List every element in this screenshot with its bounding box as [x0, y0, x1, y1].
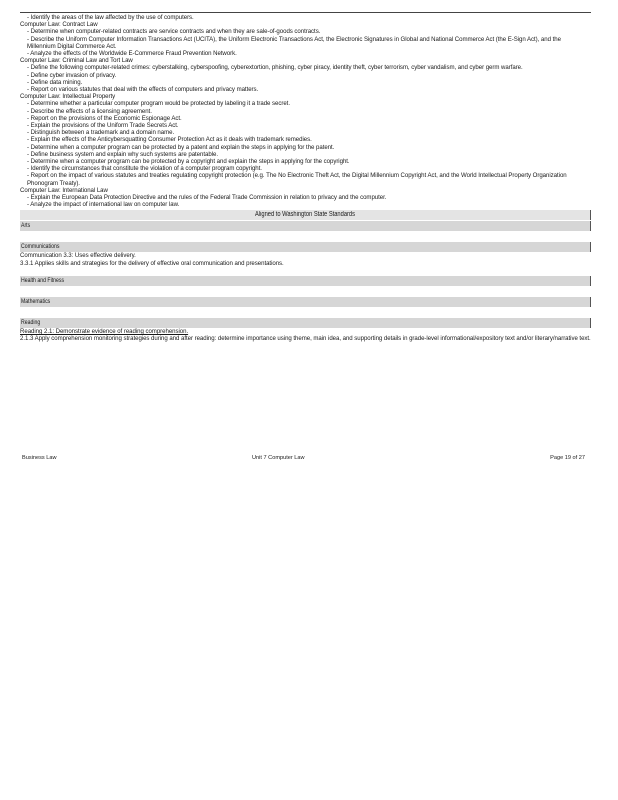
objective-item: - Define business system and explain why such systems are patentable.	[27, 150, 218, 158]
objective-item: - Define cyber invasion of privacy.	[27, 71, 117, 79]
standards-header-bar	[20, 210, 591, 220]
section-health	[20, 276, 591, 286]
section-arts	[20, 221, 591, 231]
objective-item: - Distinguish between a trademark and a domain name.	[27, 129, 175, 137]
spacer	[20, 231, 591, 241]
objectives-list	[20, 14, 591, 208]
objective-item: - Describe the effects of a licensing agreement.	[27, 107, 152, 115]
objective-item: - Report on various statutes that deal with the effects of computers and privacy matters.	[27, 86, 259, 94]
objective-item: - Describe the Uniform Computer Information Transactions Act (UCITA), the Uniform Electronic Transactions Act, the Electronic Signatures in Global and National Commerce Act (the E-Sign Act), and the Millennium Digital Commerce Act.	[27, 35, 561, 50]
objective-item: - Analyze the effects of the Worldwide E-Commerce Fraud Prevention Network.	[27, 50, 237, 58]
objective-item: - Explain the provisions of the Uniform Trade Secrets Act.	[27, 122, 179, 130]
section-communications-label: Communications	[21, 243, 60, 251]
section-reading	[20, 318, 591, 328]
objective-item: - Explain the effects of the Anticybersquatting Consumer Protection Act as it deals with trademark remedies.	[27, 136, 312, 144]
topic-heading: Computer Law: Intellectual Property	[20, 93, 116, 101]
objective-item: - Report on the provisions of the Economic Espionage Act.	[27, 114, 182, 122]
section-reading-label: Reading	[21, 318, 41, 326]
reading-standard: Reading 2.1: Demonstrate evidence of reading comprehension.	[20, 327, 189, 335]
objective-item: - Report on the impact of various statutes and treaties regulating copyright protection (e.g. The No Electronic Theft Act, the Digital Millennium Copyright Act, and the World Intellectual Property Organization Phonogram Treaty).	[27, 172, 567, 187]
section-communications	[20, 242, 591, 252]
objective-item: - Determine whether a particular computer program would be protected by labeling it a trade secret.	[27, 100, 290, 108]
topic-heading: Computer Law: International Law	[20, 186, 108, 194]
spacer	[20, 267, 591, 275]
objective-item: - Determine when a computer program can be protected by a patent and explain the steps in applying for the patent.	[27, 143, 335, 151]
communications-standard: Communication 3.3: Uses effective delivery.	[20, 252, 136, 260]
objective-item: - Analyze the impact of international law on computer law.	[27, 201, 180, 209]
objective-item: - Explain the European Data Protection Directive and the rules of the Federal Trade Commission in relation to privacy and the computer.	[27, 194, 387, 202]
section-mathematics-label: Mathematics	[21, 297, 51, 305]
document-page	[20, 12, 591, 342]
standards-header-title: Aligned to Washington State Standards	[255, 211, 355, 219]
objective-item: - Identify the areas of the law affected by the use of computers.	[27, 14, 194, 21]
section-arts-label: Arts	[21, 222, 31, 230]
objective-item: - Identify the circumstances that constitute the violation of a computer program copyright.	[27, 165, 262, 173]
topic-heading: Computer Law: Contract Law	[20, 21, 98, 29]
objective-item: - Determine when a computer program can be protected by a copyright and explain the steps in applying for the copyright.	[27, 158, 350, 166]
objective-item: - Define data mining.	[27, 78, 83, 86]
top-rule	[20, 12, 591, 13]
reading-substandard: 2.1.3 Apply comprehension monitoring strategies during and after reading: determine importance using theme, main idea, and supporting details in grade-level informational/expository text and/or literary/narrative text.	[20, 335, 591, 343]
section-mathematics	[20, 297, 591, 307]
communications-substandard: 3.3.1 Applies skills and strategies for the delivery of effective oral communication and presentations.	[20, 259, 284, 267]
page-footer	[20, 454, 591, 462]
footer-unit: Unit 7 Computer Law	[252, 455, 305, 461]
footer-page-number: Page 19 of 27	[550, 455, 585, 461]
objective-item: - Determine when computer-related contracts are service contracts and when they are sale-of-goods contracts.	[27, 28, 321, 36]
spacer	[20, 307, 591, 317]
topic-heading: Computer Law: Criminal Law and Tort Law	[20, 57, 133, 65]
footer-course: Business Law	[22, 455, 57, 461]
section-health-label: Health and Fitness	[21, 276, 65, 284]
objective-item: - Define the following computer-related crimes: cyberstalking, cyberspoofing, cyberextortion, phishing, cyber piracy, identity theft, cyber terrorism, cyber vandalism, and cyber germ warfare.	[27, 64, 523, 72]
spacer	[20, 286, 591, 296]
